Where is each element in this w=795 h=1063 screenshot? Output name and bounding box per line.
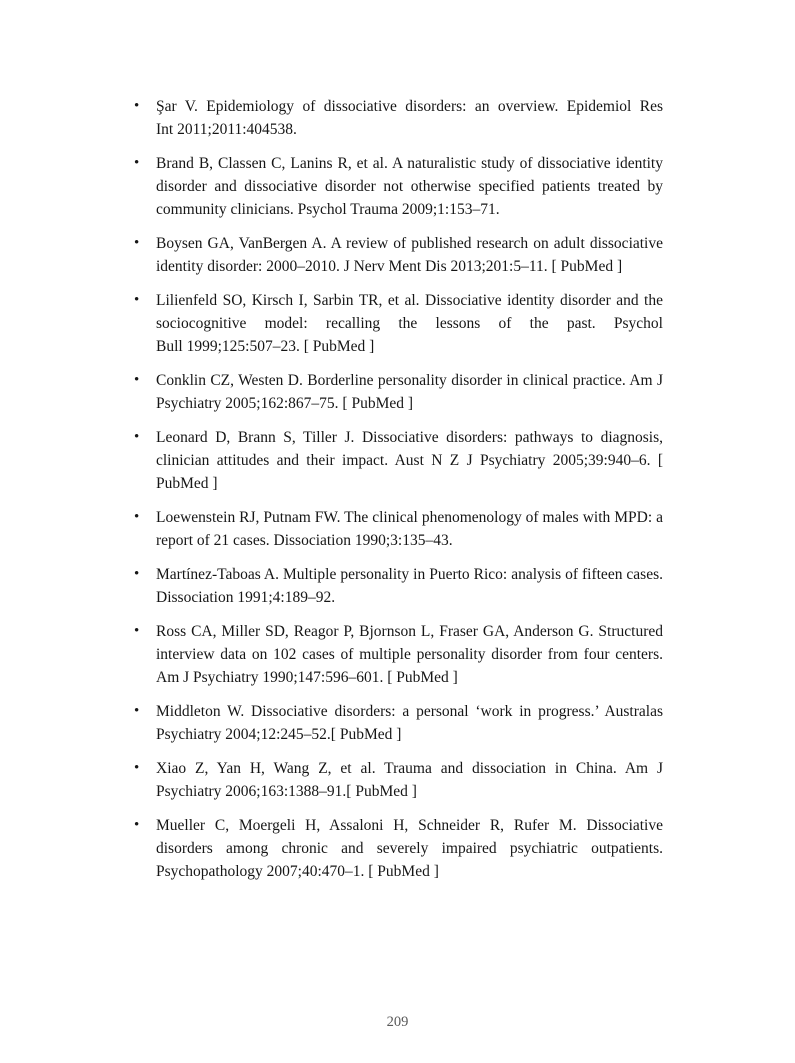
reference-text: Loewenstein RJ, Putnam FW. The clinical phenomenology of males with MPD: a report of 21 cases. Dissociation 1990;3:135–43. [156, 509, 663, 549]
bullet-marker: • [134, 760, 140, 776]
reference-text: Mueller C, Moergeli H, Assaloni H, Schneider R, Rufer M. Dissociative disorders among chronic and severely impaired psychiatric outpatients. Psychopathology 2007;40:470–1. [ PubMed ] [156, 817, 663, 880]
reference-item [133, 506, 663, 552]
reference-text: Xiao Z, Yan H, Wang Z, et al. Trauma and dissociation in China. Am J Psychiatry 2006;163:1388–91.[ PubMed ] [156, 760, 663, 800]
reference-item [133, 289, 663, 358]
reference-item [133, 700, 663, 746]
reference-text: Leonard D, Brann S, Tiller J. Dissociative disorders: pathways to diagnosis, clinician attitudes and their impact. Aust N Z J Psychiatry 2005;39:940–6. [ PubMed ] [156, 429, 663, 492]
reference-item [133, 95, 663, 141]
reference-text: Brand B, Classen C, Lanins R, et al. A naturalistic study of dissociative identity disorder and dissociative disorder not otherwise specified patients treated by community clinicians. Psychol Trauma 2009;1:153–71. [156, 155, 663, 218]
bullet-marker: • [134, 703, 140, 719]
reference-text: Middleton W. Dissociative disorders: a personal ‘work in progress.’ Australas Psychiatry 2004;12:245–52.[ PubMed ] [156, 703, 663, 743]
reference-text: Boysen GA, VanBergen A. A review of published research on adult dissociative identity disorder: 2000–2010. J Nerv Ment Dis 2013;201:5–11. [ PubMed ] [156, 235, 663, 275]
bullet-marker: • [134, 623, 140, 639]
bullet-marker: • [134, 98, 140, 114]
bullet-marker: • [134, 155, 140, 171]
bullet-marker: • [134, 509, 140, 525]
bullet-marker: • [134, 566, 140, 582]
reference-item [133, 426, 663, 495]
references-list [133, 95, 663, 883]
reference-text: Lilienfeld SO, Kirsch I, Sarbin TR, et al. Dissociative identity disorder and the sociocognitive model: recalling the lessons of the past. Psychol Bull 1999;125:507–23. [ PubMed ] [156, 292, 663, 355]
reference-item [133, 563, 663, 609]
reference-item [133, 814, 663, 883]
reference-item [133, 232, 663, 278]
bullet-marker: • [134, 817, 140, 833]
reference-text: Martínez-Taboas A. Multiple personality in Puerto Rico: analysis of fifteen cases. Dissociation 1991;4:189–92. [156, 566, 663, 606]
reference-text: Şar V. Epidemiology of dissociative disorders: an overview. Epidemiol Res Int 2011;2011:404538. [156, 98, 663, 138]
reference-item [133, 757, 663, 803]
page-number: 209 [386, 1014, 409, 1030]
bullet-marker: • [134, 429, 140, 445]
reference-item [133, 620, 663, 689]
reference-text: Conklin CZ, Westen D. Borderline personality disorder in clinical practice. Am J Psychiatry 2005;162:867–75. [ PubMed ] [156, 372, 663, 412]
bullet-marker: • [134, 372, 140, 388]
reference-text: Ross CA, Miller SD, Reagor P, Bjornson L, Fraser GA, Anderson G. Structured interview data on 102 cases of multiple personality disorder from four centers. Am J Psychiatry 1990;147:596–601. [ PubMed ] [156, 623, 663, 686]
bullet-marker: • [134, 235, 140, 251]
reference-item [133, 369, 663, 415]
reference-item [133, 152, 663, 221]
bullet-marker: • [134, 292, 140, 308]
